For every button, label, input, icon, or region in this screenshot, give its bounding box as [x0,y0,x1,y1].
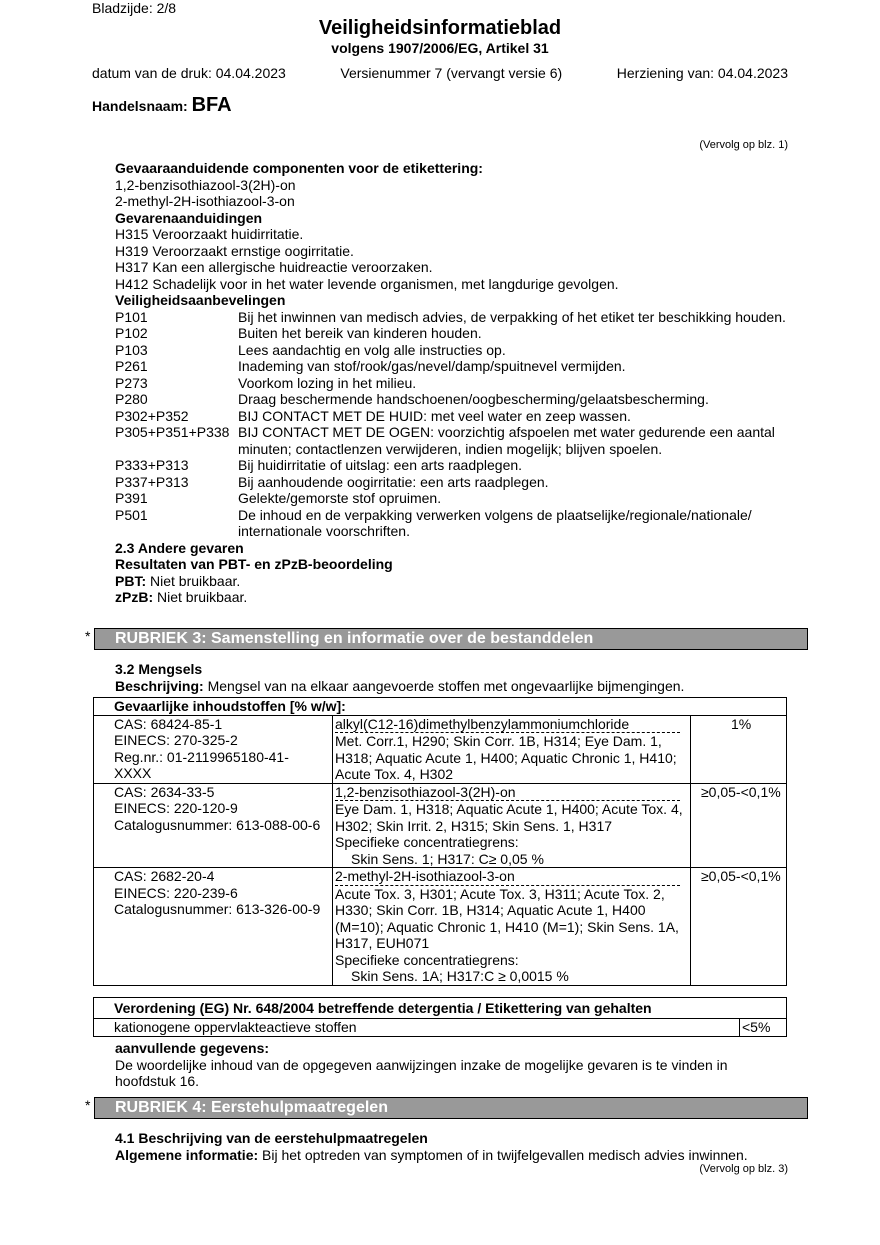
regulation-item: kationogene oppervlakteactieve stoffen [114,1019,357,1035]
identifier: XXXX [114,765,152,781]
precaution-row [115,391,788,408]
precaution-text: Lees aandachtig en volg alle instructies op. [238,341,506,358]
additional-info-block [115,1040,788,1090]
mixtures-heading: 3.2 Mengsels [115,661,203,677]
regulation-value: <5% [740,1019,787,1037]
precaution-row [115,408,788,425]
classification-text: Eye Dam. 1, H318; Aquatic Acute 1, H400; Acute Tox. 4, H302; Skin Irrit. 2, H315; Skin Sens. 1, H317 [335,801,683,834]
precaution-code: P337+P313 [115,473,189,490]
percent-cell [691,783,787,868]
identifier: CAS: 68424-85-1 [114,715,223,732]
zpzb-label: zPzB: [115,589,154,605]
scl-label: Specifieke concentratiegrens: [335,951,519,968]
additional-info-heading: aanvullende gegevens: [115,1040,270,1056]
identifier: CAS: 2682-20-4 [114,868,215,884]
precaution-row [115,457,788,474]
revision-marker: * [85,628,91,644]
scl-value: Skin Sens. 1; H317: C≥ 0,05 % [351,850,544,867]
precaution-text: Bij het inwinnen van medisch advies, de verpakking of het etiket ter beschikking houden. [238,308,786,325]
components-table-heading: Gevaarlijke inhoudstoffen [% w/w]: [94,698,787,716]
hazard-statement: H412 Schadelijk voor in het water levende organismen, met langdurige gevolgen. [115,275,619,292]
precaution-code: P302+P352 [115,407,189,424]
document-subtitle: volgens 1907/2006/EG, Artikel 31 [331,40,549,56]
page-number: Bladzijde: 2/8 [92,0,177,16]
precaution-row [115,474,788,491]
percent-value: 1% [731,715,752,732]
trade-name-line [92,94,232,116]
precaution-text: BIJ CONTACT MET DE HUID: met veel water en zeep wassen. [238,407,631,424]
table-row [94,783,787,868]
identifier: EINECS: 220-120-9 [114,800,238,816]
precaution-text: BIJ CONTACT MET DE OGEN: voorzichtig afspoelen met water gedurende een aantal minuten; contactlenzen verwijderen, indien mogelijk; blijven spoelen. [238,424,775,457]
precaution-code: P333+P313 [115,457,189,473]
precaution-code: P273 [115,374,148,391]
general-info-line [115,1147,788,1164]
precaution-heading: Veiligheidsaanbevelingen [115,292,286,308]
pbt-value: Niet bruikbaar. [150,572,241,589]
pbt-label: PBT: [115,572,147,589]
classification-cell [333,715,691,783]
precaution-text: Bij aanhoudende oogirritatie: een arts raadplegen. [238,473,549,490]
precaution-row [115,375,788,392]
pbt-line [115,573,788,590]
pbt-heading: Resultaten van PBT- en zPzB-beoordeling [115,556,393,572]
identifier-cell [94,783,333,868]
classification-text: Met. Corr.1, H290; Skin Corr. 1B, H314; Eye Dam. 1, H318; Aquatic Acute 1, H400; Aquatic Chronic 1, H410; Acute Tox. 4, H302 [335,733,677,782]
scl-value: Skin Sens. 1A; H317:C ≥ 0,0015 % [351,968,569,984]
precaution-row [115,358,788,375]
general-info-label: Algemene informatie: [115,1146,259,1163]
table-row [94,715,787,783]
precaution-text: Bij huidirritatie of uitslag: een arts raadplegen. [238,457,523,473]
component-item: 1,2-benzisothiazool-3(2H)-on [115,176,296,193]
precaution-code: P391 [115,490,148,506]
hazard-statement: H315 Veroorzaakt huidirritatie. [115,226,304,242]
hazard-statement: H317 Kan een allergische huidreactie veroorzaken. [115,259,433,275]
precaution-text: Buiten het bereik van kinderen houden. [238,325,482,341]
first-aid-heading: 4.1 Beschrijving van de eerstehulpmaatregelen [115,1130,428,1146]
general-info-value: Bij het optreden van symptomen of in twijfelgevallen medisch advies inwinnen. [262,1146,748,1163]
description-value: Mengsel van na elkaar aangevoerde stoffen met ongevaarlijke bijmengingen. [207,677,685,694]
precaution-row [115,325,788,342]
percent-cell [691,868,787,986]
precaution-code: P102 [115,325,148,341]
precaution-code: P101 [115,308,148,325]
percent-cell [691,715,787,783]
revision-marker: * [85,1097,91,1113]
precaution-code: P280 [115,391,148,407]
labelling-block [115,160,788,606]
precaution-text: De inhoud en de verpakking verwerken volgens de plaatselijke/regionale/nationale/ internationale voorschriften. [238,506,752,539]
document-meta-row [92,65,788,82]
identifier-cell [94,715,333,783]
substance-name: alkyl(C12-16)dimethylbenzylammoniumchloride [335,716,680,734]
description-line [115,678,788,695]
trade-name-label: Handelsnaam: [92,98,188,114]
scl-label: Specifieke concentratiegrens: [335,834,519,850]
table-row [94,868,787,986]
precaution-row [115,309,788,326]
hazard-statement: H319 Veroorzaakt ernstige oogirritatie. [115,242,354,259]
classification-text: Acute Tox. 3, H301; Acute Tox. 3, H311; Acute Tox. 2, H330; Skin Corr. 1B, H314; Aquatic Acute 1, H400 (M=10); Aquatic Chronic 1, H410 (M=1); Skin Sens. 1A, H317, EUH071 [335,885,679,951]
precaution-row [115,342,788,359]
classification-cell [333,783,691,868]
zpzb-line [115,589,788,606]
document-title: Veiligheidsinformatieblad [318,17,562,39]
substance-name: 2-methyl-2H-isothiazool-3-on [335,868,680,886]
identifier-cell [94,868,333,986]
identifier: Catalogusnummer: 613-088-00-6 [114,816,321,833]
zpzb-value: Niet bruikbaar. [157,589,248,605]
percent-value: ≥0,05-<0,1% [701,783,781,800]
print-date: datum van de druk: 04.04.2023 [92,65,286,81]
component-item: 2-methyl-2H-isothiazool-3-on [115,193,295,209]
substance-name: 1,2-benzisothiazool-3(2H)-on [335,784,680,802]
labelling-heading: Gevaaraanduidende componenten voor de etikettering: [115,160,483,176]
section-4-header: RUBRIEK 4: Eerstehulpmaatregelen [94,1097,808,1119]
description-label: Beschrijving: [115,677,204,694]
precaution-row [115,424,788,457]
trade-name: BFA [191,94,232,116]
first-aid-block [115,1130,788,1163]
hazard-heading: Gevarenaanduidingen [115,209,263,226]
precaution-row [115,490,788,507]
precaution-code: P261 [115,358,148,374]
precaution-code: P103 [115,341,148,358]
identifier: EINECS: 270-325-2 [114,732,238,748]
identifier: CAS: 2634-33-5 [114,783,215,800]
detergent-regulation-table [93,997,787,1037]
other-hazards-heading: 2.3 Andere gevaren [115,539,244,556]
regulation-heading: Verordening (EG) Nr. 648/2004 betreffende detergentia / Etikettering van gehalten [94,998,787,1019]
percent-value: ≥0,05-<0,1% [701,868,781,884]
revision-date: Herziening van: 04.04.2023 [616,65,788,81]
version-number: Versienummer 7 (vervangt versie 6) [340,65,563,81]
continued-on-note: (Vervolg op blz. 3) [699,1163,788,1175]
hazardous-components-table [93,697,787,986]
precaution-text: Draag beschermende handschoenen/oogbescherming/gelaatsbescherming. [238,391,709,407]
identifier: EINECS: 220-239-6 [114,884,238,901]
precaution-text: Gelekte/gemorste stof opruimen. [238,490,442,506]
classification-cell [333,868,691,986]
mixtures-block [115,661,788,694]
identifier: Catalogusnummer: 613-326-00-9 [114,901,321,917]
precaution-code: P501 [115,506,148,523]
precaution-text: Voorkom lozing in het milieu. [238,374,417,391]
section-3-header: RUBRIEK 3: Samenstelling en informatie over de bestanddelen [94,628,808,650]
identifier: Reg.nr.: 01-2119965180-41- [114,748,289,765]
table-row [94,1019,787,1037]
additional-info-text: De woordelijke inhoud van de opgegeven aanwijzingen inzake de mogelijke gevaren is te vinden in hoofdstuk 16. [115,1056,728,1089]
precaution-row [115,507,788,540]
precaution-text: Inademing van stof/rook/gas/nevel/damp/spuitnevel vermijden. [238,358,626,374]
continued-from-note: (Vervolg op blz. 1) [699,139,788,151]
precaution-code: P305+P351+P338 [115,424,230,440]
